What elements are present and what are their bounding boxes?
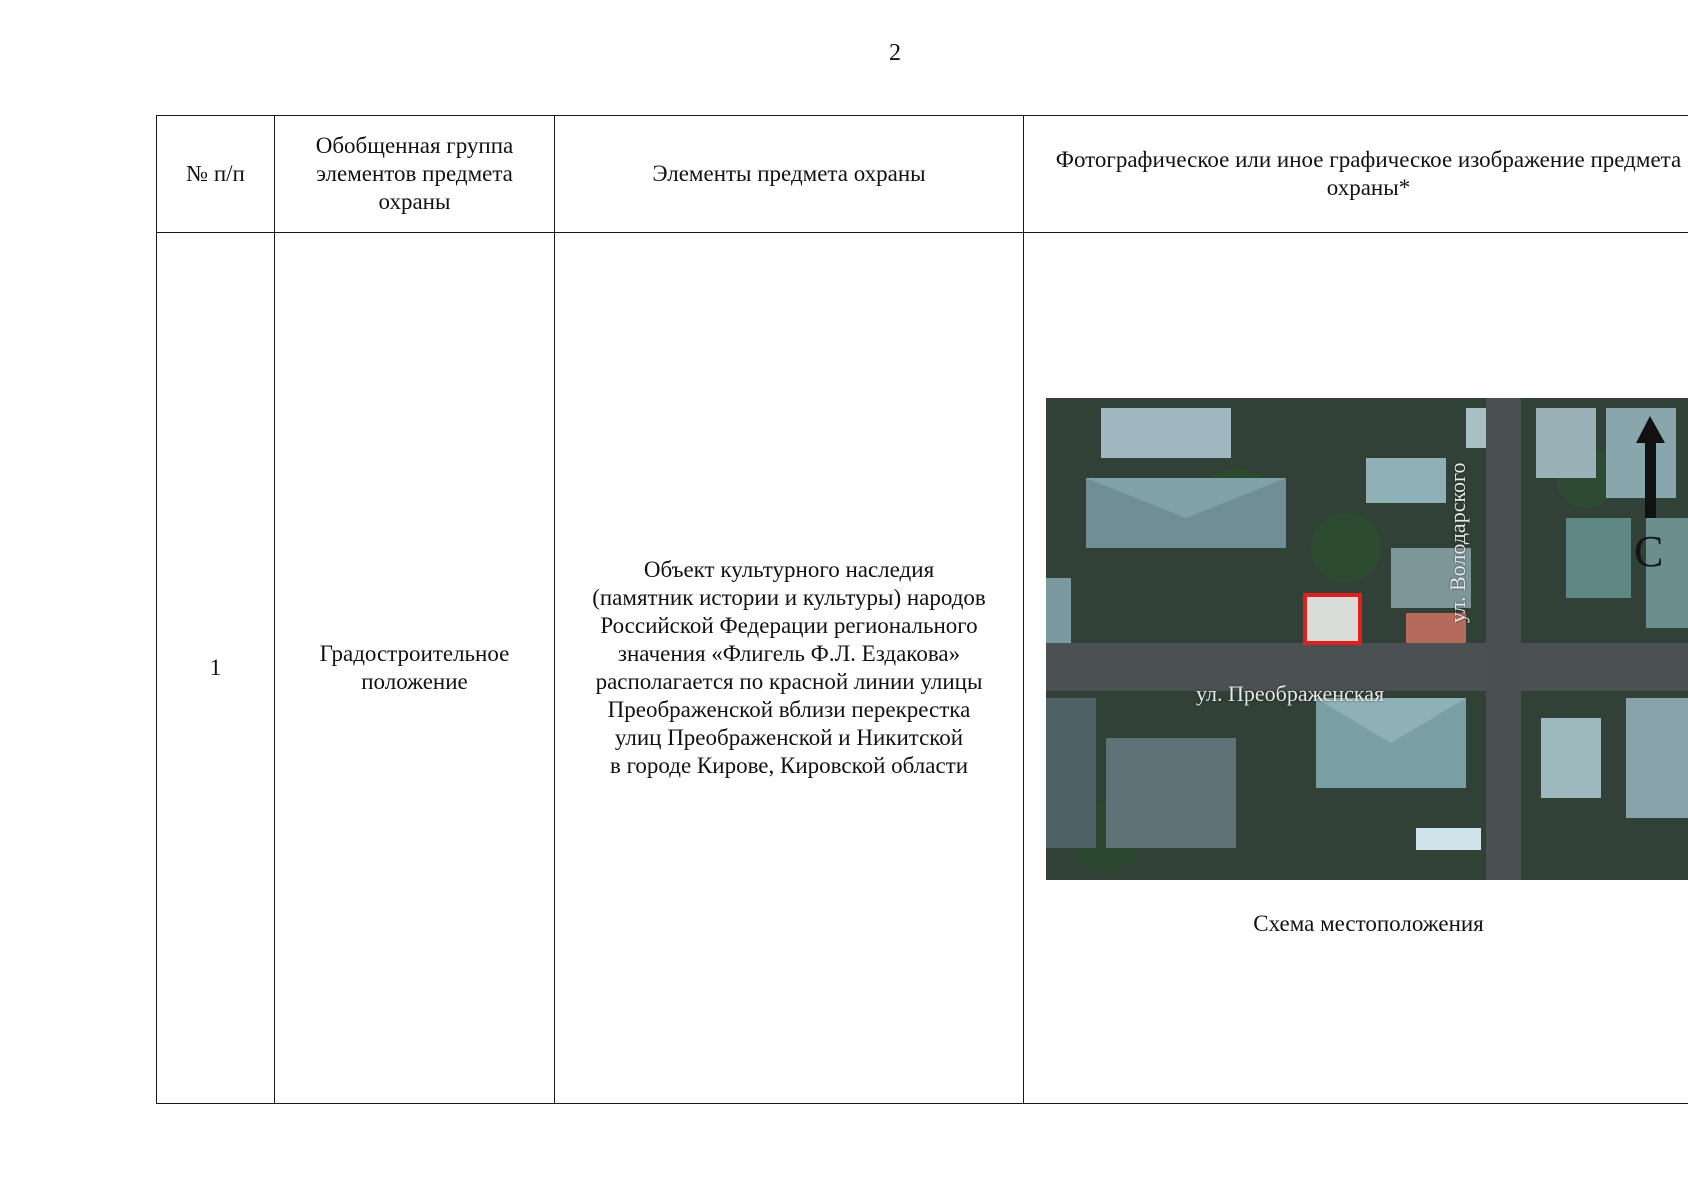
header-elements: Элементы предмета охраны [555,116,1024,233]
image-caption: Схема местоположения [1253,911,1484,936]
location-map [1046,398,1688,880]
north-label: С [1634,527,1664,576]
row-element-description: Объект культурного наследия (памятник истории и культуры) народов Российской Федерации регионального значения «Флигель Ф.Л. Ездакова» располагается по красной линии улицы Преображенской вблизи перекрестка улиц Преображенской и Никитской в городе Кирове, Кировской области [555,233,1024,1104]
row-number: 1 [157,233,275,1104]
row-image-cell [1024,233,1688,1104]
page-number: 2 [889,40,901,66]
header-image: Фотографическое или иное графическое изображение предмета охраны* [1024,116,1688,233]
header-number: № п/п [157,116,275,233]
table-row [157,233,1688,1104]
protection-table [156,115,1688,1104]
table-header-row [157,116,1688,233]
satellite-map-image [1046,398,1688,880]
street-label-volodarskogo: ул. Володарского [1445,462,1470,623]
object-highlight-marker [1305,595,1360,643]
street-label-preobrazhenskaya: ул. Преображенская [1196,681,1385,706]
header-group: Обобщенная группа элементов предмета охраны [275,116,555,233]
row-group: Градостроительное положение [275,233,555,1104]
